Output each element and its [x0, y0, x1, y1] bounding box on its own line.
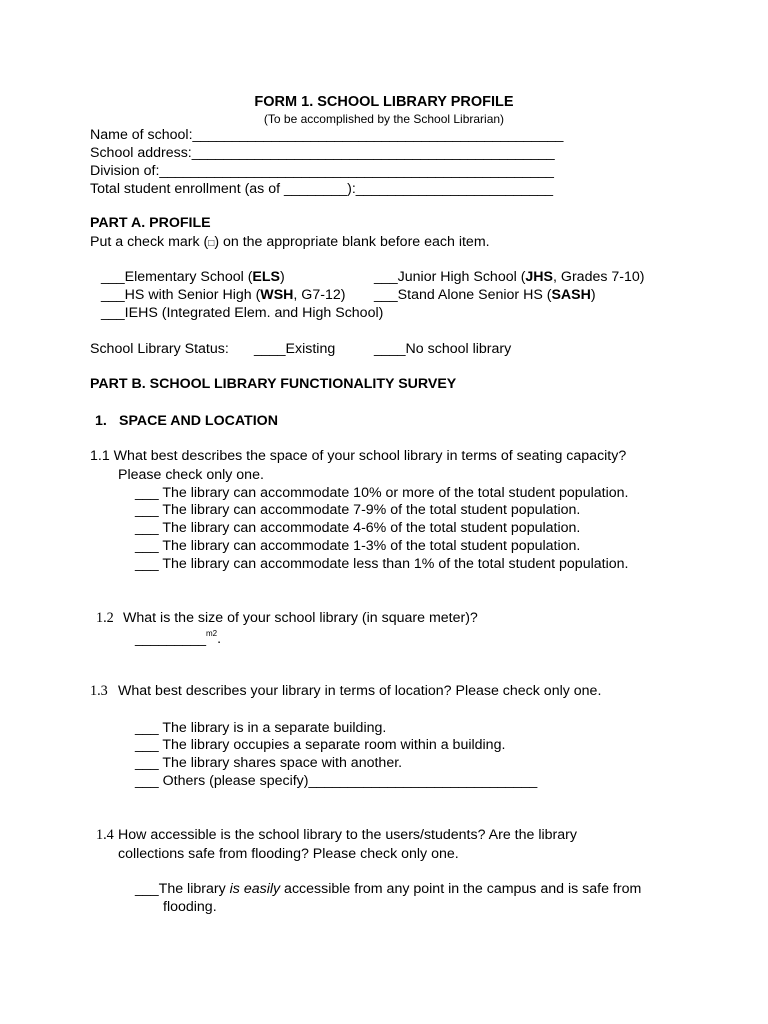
- option-sash[interactable]: [374, 286, 596, 304]
- library-status-label: School Library Status:: [90, 341, 229, 357]
- q1-2-text: What is the size of your school library (in square meter)?: [123, 610, 478, 626]
- q1-4-option[interactable]: [135, 880, 641, 898]
- sash-label-end: ): [590, 287, 596, 303]
- instruction-text-start: Put a check mark (: [90, 234, 209, 250]
- instruction-text-end: ) on the appropriate blank before each item.: [214, 234, 490, 250]
- status-existing-option[interactable]: ____Existing: [254, 341, 336, 357]
- division-field[interactable]: Division of:__________________________________________________: [90, 163, 554, 179]
- q1-3-option[interactable]: ___ The library shares space with another.: [135, 755, 403, 771]
- wsh-label-end: , G7-12): [293, 287, 346, 303]
- q1-1-option[interactable]: ___ The library can accommodate 4-6% of the total student population.: [135, 520, 581, 536]
- q1-1-instruction: Please check only one.: [118, 467, 264, 483]
- q1-3-option[interactable]: ___ The library is in a separate building.: [135, 720, 387, 736]
- q1-4-option-start: ___The library: [135, 881, 230, 897]
- q1-2-size-field[interactable]: [135, 630, 221, 650]
- q1-4-text: How accessible is the school library to the users/students? Are the library: [118, 827, 577, 843]
- q1-1-option[interactable]: ___ The library can accommodate 7-9% of the total student population.: [135, 502, 581, 518]
- part-a-instruction: [90, 233, 490, 253]
- school-address-field[interactable]: School address:______________________________________________: [90, 145, 555, 161]
- q1-1-option[interactable]: ___ The library can accommodate less than 1% of the total student population.: [135, 556, 629, 572]
- els-label-end: ): [280, 269, 285, 285]
- q1-4-option-end: accessible from any point in the campus and is safe from: [280, 881, 642, 897]
- q1-1-option[interactable]: ___ The library can accommodate 10% or more of the total student population.: [135, 485, 629, 501]
- part-a-title: PART A. PROFILE: [90, 215, 211, 231]
- q1-4-option-emphasis: is easily: [229, 881, 281, 897]
- unit-end: .: [217, 631, 222, 647]
- q1-1-option[interactable]: ___ The library can accommodate 1-3% of the total student population.: [135, 538, 581, 554]
- section-title: SPACE AND LOCATION: [119, 413, 278, 429]
- school-name-field[interactable]: Name of school:_______________________________________________: [90, 127, 564, 143]
- unit-superscript: m2: [206, 629, 218, 638]
- els-label: ___Elementary School (: [101, 269, 253, 285]
- option-wsh[interactable]: [101, 286, 345, 304]
- q1-3-option[interactable]: ___ The library occupies a separate room within a building.: [135, 737, 506, 753]
- q1-4-instruction: collections safe from flooding? Please check only one.: [118, 846, 459, 862]
- q1-3-option-others[interactable]: ___ Others (please specify)_____________________________: [135, 773, 538, 789]
- q1-1-text: 1.1 What best describes the space of your school library in terms of seating capacity?: [90, 448, 627, 464]
- wsh-label: ___HS with Senior High (: [101, 287, 261, 303]
- sash-label: ___Stand Alone Senior HS (: [374, 287, 552, 303]
- q1-4-number: 1.4: [96, 827, 114, 843]
- size-blank: _________: [135, 631, 207, 647]
- jhs-code: JHS: [525, 269, 554, 285]
- form-subtitle: (To be accomplished by the School Librarian): [263, 112, 505, 126]
- section-number: 1.: [95, 413, 107, 429]
- option-jhs[interactable]: [374, 268, 645, 286]
- form-title: FORM 1. SCHOOL LIBRARY PROFILE: [254, 94, 514, 110]
- wsh-code: WSH: [260, 287, 294, 303]
- jhs-label-end: , Grades 7-10): [553, 269, 645, 285]
- part-b-title: PART B. SCHOOL LIBRARY FUNCTIONALITY SURVEY: [90, 376, 457, 392]
- sash-code: SASH: [551, 287, 591, 303]
- q1-3-text: What best describes your library in terms of location? Please check only one.: [118, 683, 602, 699]
- enrollment-field[interactable]: Total student enrollment (as of ________):_________________________: [90, 181, 554, 197]
- option-iehs[interactable]: ___IEHS (Integrated Elem. and High School): [101, 305, 384, 321]
- q1-3-number: 1.3: [90, 683, 108, 699]
- checkbox-icon: □: [208, 238, 215, 249]
- option-els[interactable]: [101, 268, 285, 286]
- jhs-label: ___Junior High School (: [374, 269, 526, 285]
- status-none-option[interactable]: ____No school library: [374, 341, 512, 357]
- q1-2-number: 1.2: [96, 610, 114, 626]
- els-code: ELS: [252, 269, 281, 285]
- q1-4-option-continued: flooding.: [163, 899, 217, 915]
